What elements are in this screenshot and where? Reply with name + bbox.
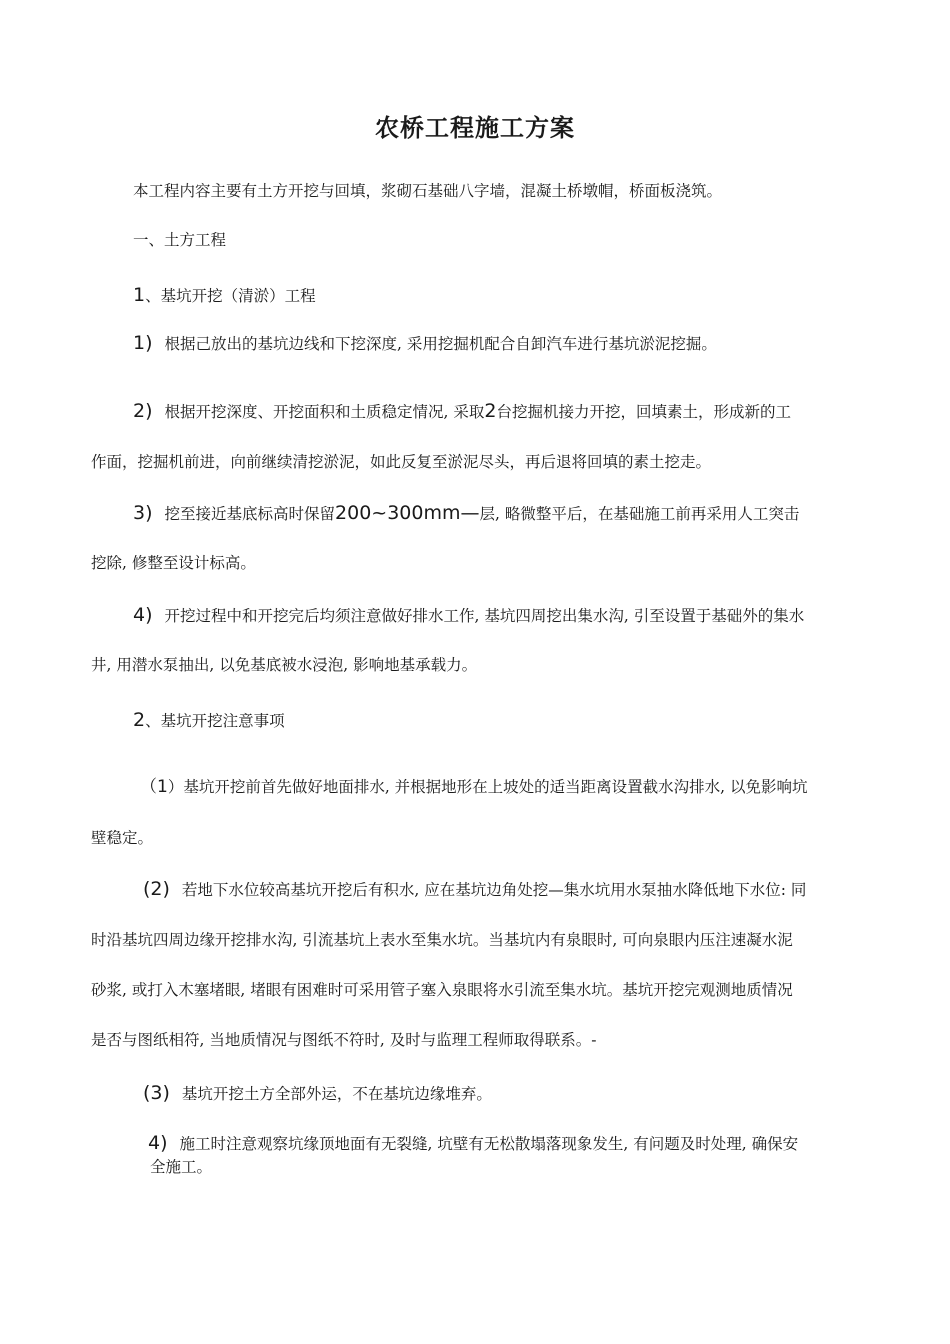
subsection-heading-2 — [133, 710, 285, 731]
note-item-1 — [140, 777, 808, 797]
list-item-2 — [133, 401, 791, 422]
note-item-2 — [143, 879, 806, 900]
item-text: 根据己放出的基坑边线和下挖深度, 采用挖掘机配合自卸汽车进行基坑淤泥挖掘。 — [164, 335, 717, 353]
document-title: 农桥工程施工方案 — [375, 113, 575, 142]
note-item-2-line-4: 是否与图纸相符, 当地质情况与图纸不符时, 及时与监理工程师取得联系。- — [91, 1031, 597, 1049]
item-text: 层, 略微整平后，在基础施工前再采用人工突击 — [479, 505, 800, 523]
item-number: 4) — [133, 604, 153, 626]
list-item-3-continued: 挖除, 修整至设计标高。 — [91, 554, 256, 572]
note-number: (2) — [143, 878, 170, 900]
excavator-count: 2 — [484, 400, 497, 422]
note-text: ）基坑开挖前首先做好地面排水, 并根据地形在上坡处的适当距离设置截水沟排水, 以免影响坑 — [167, 778, 808, 796]
subsection-text: 、基坑开挖注意事项 — [145, 712, 285, 730]
section-heading-earthwork: 一、土方工程 — [133, 231, 227, 249]
note-number: （1 — [140, 777, 168, 797]
list-item-4-continued: 井, 用潜水泵抽出, 以免基底被水浸泡, 影响地基承载力。 — [91, 656, 478, 674]
subsection-number: 2 — [133, 709, 146, 731]
note-number: (3) — [143, 1082, 170, 1104]
item-text: 挖至接近基底标高时保留 — [164, 505, 336, 523]
note-item-2-line-3: 砂浆, 或打入木塞堵眼, 堵眼有困难时可采用管子塞入泉眼将水引流至集水坑。基坑开挖完观测地质情况 — [91, 981, 793, 999]
item-number: 1) — [133, 332, 153, 354]
item-text: 台挖掘机接力开挖，回填素土，形成新的工 — [496, 403, 791, 421]
note-item-4 — [148, 1133, 798, 1154]
list-item-2-continued: 作面，挖掘机前进，向前继续清挖淤泥，如此反复至淤泥尽头，再后退将回填的素土挖走。 — [91, 453, 712, 471]
note-text: 若地下水位较高基坑开挖后有积水, 应在基坑边角处挖—集水坑用水泵抽水降低地下水位: 同 — [181, 881, 807, 899]
note-number: 4) — [148, 1132, 168, 1154]
note-item-4-continued: 全施工。 — [150, 1158, 213, 1176]
note-text: 施工时注意观察坑缘顶地面有无裂缝, 坑壁有无松散塌落现象发生, 有问题及时处理, 确保安 — [179, 1135, 799, 1153]
list-item-3 — [133, 503, 799, 524]
item-text: 开挖过程中和开挖完后均须注意做好排水工作, 基坑四周挖出集水沟, 引至设置于基础外的集水 — [164, 607, 805, 625]
subsection-heading-1 — [133, 285, 316, 306]
intro-paragraph: 本工程内容主要有土方开挖与回填，浆砌石基础八字墙，混凝土桥墩帽，桥面板浇筑。 — [133, 182, 723, 200]
note-item-3 — [143, 1083, 492, 1104]
item-number: 3) — [133, 502, 153, 524]
item-number: 2) — [133, 400, 153, 422]
note-text: 基坑开挖土方全部外运，不在基坑边缘堆弃。 — [181, 1085, 492, 1103]
note-item-2-line-2: 时沿基坑四周边缘开挖排水沟, 引流基坑上表水至集水坑。当基坑内有泉眼时, 可向泉眼内压注速凝水泥 — [91, 931, 793, 949]
subsection-number: 1 — [133, 284, 146, 306]
note-item-1-continued: 壁稳定。 — [91, 829, 154, 847]
reserve-thickness: 200~300mm— — [335, 502, 480, 524]
subsection-text: 、基坑开挖（清淤）工程 — [145, 287, 316, 305]
list-item-4 — [133, 605, 804, 626]
item-text: 根据开挖深度、开挖面积和土质稳定情况, 采取 — [164, 403, 485, 421]
list-item-1 — [133, 333, 717, 354]
